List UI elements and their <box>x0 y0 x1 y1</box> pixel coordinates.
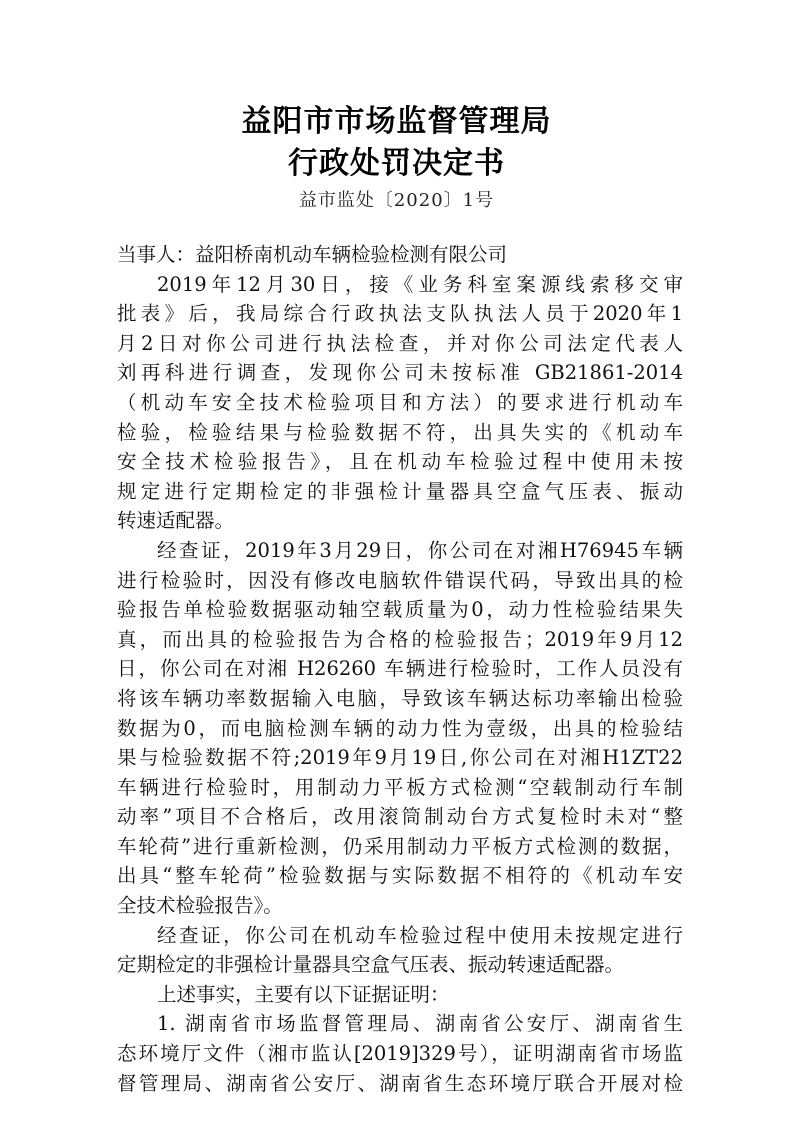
body-text-line: 果与检验数据不符;2019年9月19日,你公司在对湘H1ZT22 <box>117 746 683 770</box>
body-text-line: 1. 湖南省市场监督管理局、湖南省公安厅、湖南省生 <box>157 1012 683 1036</box>
body-text-line: 全技术检验报告》。 <box>117 894 283 918</box>
body-text-line: 定期检定的非强检计量器具空盒气压表、振动转速适配器。 <box>117 953 625 977</box>
body-text-line: 出具“整车轮荷”检验数据与实际数据不相符的《机动车安 <box>117 864 683 888</box>
body-text-line: 督管理局、湖南省公安厅、湖南省生态环境厅联合开展对检 <box>117 1071 683 1095</box>
body-text-line: 态环境厅文件（湘市监认[2019]329号），证明湖南省市场监 <box>117 1042 683 1066</box>
body-text-line: 当事人：益阳桥南机动车辆检验检测有限公司 <box>117 243 508 266</box>
document-title-line2: 行政处罚决定书 <box>288 146 505 181</box>
body-text-line: 转速适配器。 <box>117 509 235 533</box>
body-text-line: 规定进行定期检定的非强检计量器具空盒气压表、振动 <box>117 479 683 503</box>
body-text-line: 刘再科进行调查，发现你公司未按标准 GB21861-2014 <box>117 361 683 385</box>
body-text-line: 安全技术检验报告》，且在机动车检验过程中使用未按 <box>117 450 683 474</box>
body-text-line: 车辆进行检验时，用制动力平板方式检测“空载制动行车制 <box>117 775 683 799</box>
body-text-line: 经查证，2019年3月29日，你公司在对湘H76945车辆 <box>157 538 683 562</box>
document-title-line1: 益阳市市场监督管理局 <box>241 104 552 139</box>
body-text-line: 检验，检验结果与检验数据不符，出具失实的《机动车 <box>117 420 683 444</box>
body-text-line: 数据为0，而电脑检测车辆的动力性为壹级，出具的检验结 <box>117 716 683 740</box>
body-text-line: 经查证，你公司在机动车检验过程中使用未按规定进行 <box>157 923 683 947</box>
document-body <box>117 240 683 1098</box>
body-text-line: 验报告单检验数据驱动轴空载质量为0，动力性检验结果失 <box>117 598 683 622</box>
body-text-line: 上述事实，主要有以下证据证明： <box>157 982 450 1006</box>
body-text-line: 车轮荷”进行重新检测，仍采用制动力平板方式检测的数据， <box>117 834 683 858</box>
body-text-line: 日，你公司在对湘 H26260 车辆进行检验时，工作人员没有 <box>117 657 683 681</box>
body-text-line: 月2日对你公司进行执法检查，并对你公司法定代表人 <box>117 331 683 355</box>
body-text-line: 真，而出具的检验报告为合格的检验报告；2019年9月12 <box>117 627 683 651</box>
body-text-line: 将该车辆功率数据输入电脑，导致该车辆达标功率输出检验 <box>117 686 683 710</box>
body-text-line: 进行检验时，因没有修改电脑软件错误代码，导致出具的检 <box>117 568 683 592</box>
document-number: 益市监处〔2020〕1号 <box>298 190 495 211</box>
body-text-line: 2019年12月30日，接《业务科室案源线索移交审 <box>157 272 683 296</box>
body-text-line: 动率”项目不合格后，改用滚筒制动台方式复检时未对“整 <box>117 805 683 829</box>
body-text-line: 批表》后，我局综合行政执法支队执法人员于2020年1 <box>117 302 683 326</box>
body-text-line: （机动车安全技术检验项目和方法）的要求进行机动车 <box>117 390 683 414</box>
